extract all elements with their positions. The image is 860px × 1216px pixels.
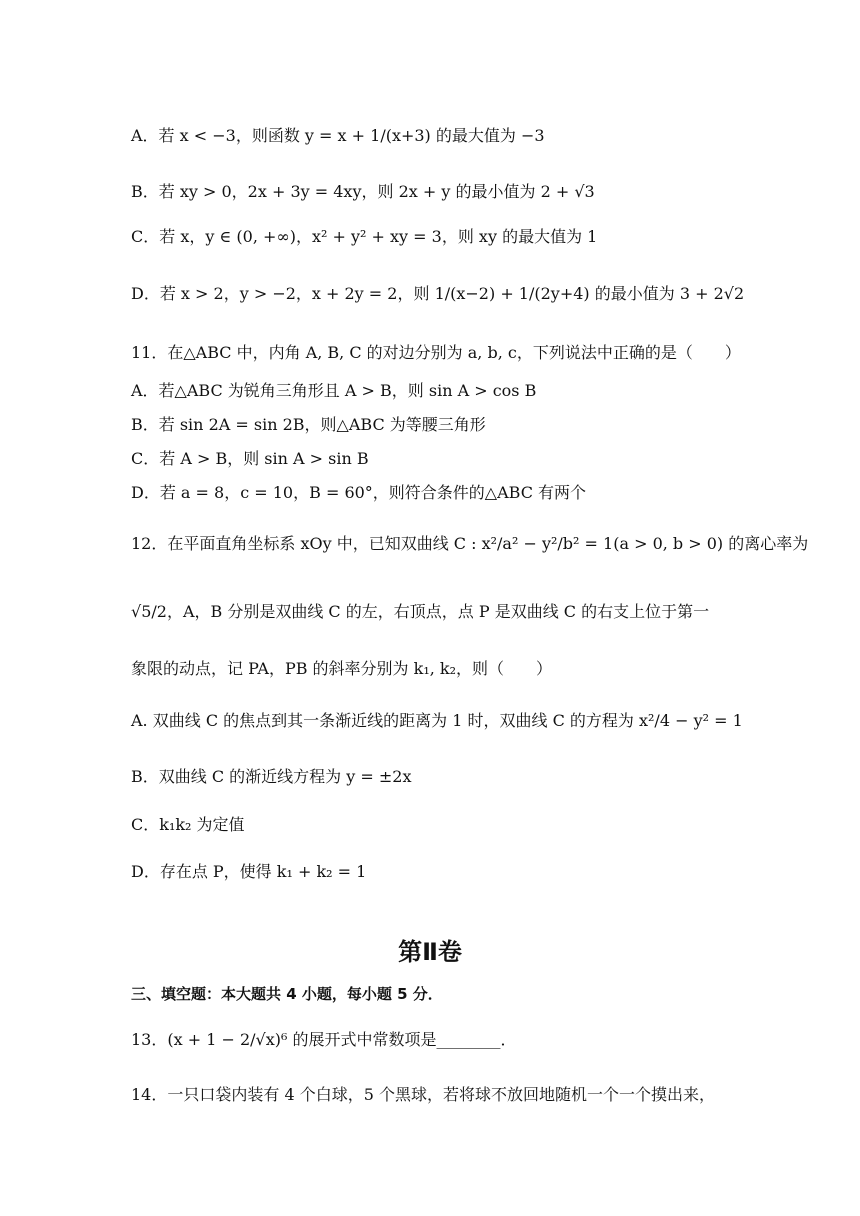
option-a-q12: A. 双曲线 C 的焦点到其一条渐近线的距离为 1 时，双曲线 C 的方程为 x²/4 − y² = 1 xyxy=(131,711,743,730)
option-b-q12: B．双曲线 C 的渐近线方程为 y = ±2x xyxy=(131,767,412,786)
option-c-q11: C．若 A > B，则 sin A > sin B xyxy=(131,449,369,468)
question-12-line1: 12．在平面直角坐标系 xOy 中，已知双曲线 C : x²/a² − y²/b² = 1(a > 0, b > 0) 的离心率为 xyxy=(131,534,809,553)
option-d-q12: D．存在点 P，使得 k₁ + k₂ = 1 xyxy=(131,862,367,881)
question-12-line2: √5/2，A，B 分别是双曲线 C 的左，右顶点，点 P 是双曲线 C 的右支上位于第一 xyxy=(131,602,710,621)
option-b-q10: B．若 xy > 0，2x + 3y = 4xy，则 2x + y 的最小值为 2 + √3 xyxy=(131,182,595,201)
question-12-line3: 象限的动点，记 PA，PB 的斜率分别为 k₁, k₂，则（ ） xyxy=(131,659,553,678)
section-title: 第Ⅱ卷 xyxy=(398,938,462,966)
question-14: 14．一只口袋内装有 4 个白球，5 个黑球，若将球不放回地随机一个一个摸出来， xyxy=(131,1085,715,1104)
section-heading: 三、填空题：本大题共 4 小题，每小题 5 分． xyxy=(131,985,443,1003)
question-11: 11．在△ABC 中，内角 A, B, C 的对边分别为 a, b, c，下列说法中正确的是（ ） xyxy=(131,343,741,362)
option-d-q10: D．若 x > 2，y > −2，x + 2y = 2，则 1/(x−2) + 1/(2y+4) 的最小值为 3 + 2√2 xyxy=(131,284,745,303)
option-b-q11: B．若 sin 2A = sin 2B，则△ABC 为等腰三角形 xyxy=(131,415,486,434)
option-a-q10: A．若 x < −3，则函数 y = x + 1/(x+3) 的最大值为 −3 xyxy=(131,126,545,145)
option-c-q10: C．若 x，y ∈ (0, +∞)，x² + y² + xy = 3，则 xy 的最大值为 1 xyxy=(131,227,598,246)
option-a-q11: A．若△ABC 为锐角三角形且 A > B，则 sin A > cos B xyxy=(131,381,537,400)
option-d-q11: D．若 a = 8，c = 10，B = 60°，则符合条件的△ABC 有两个 xyxy=(131,483,587,502)
question-13: 13．(x + 1 − 2/√x)⁶ 的展开式中常数项是________． xyxy=(131,1030,517,1049)
option-c-q12: C．k₁k₂ 为定值 xyxy=(131,815,245,834)
